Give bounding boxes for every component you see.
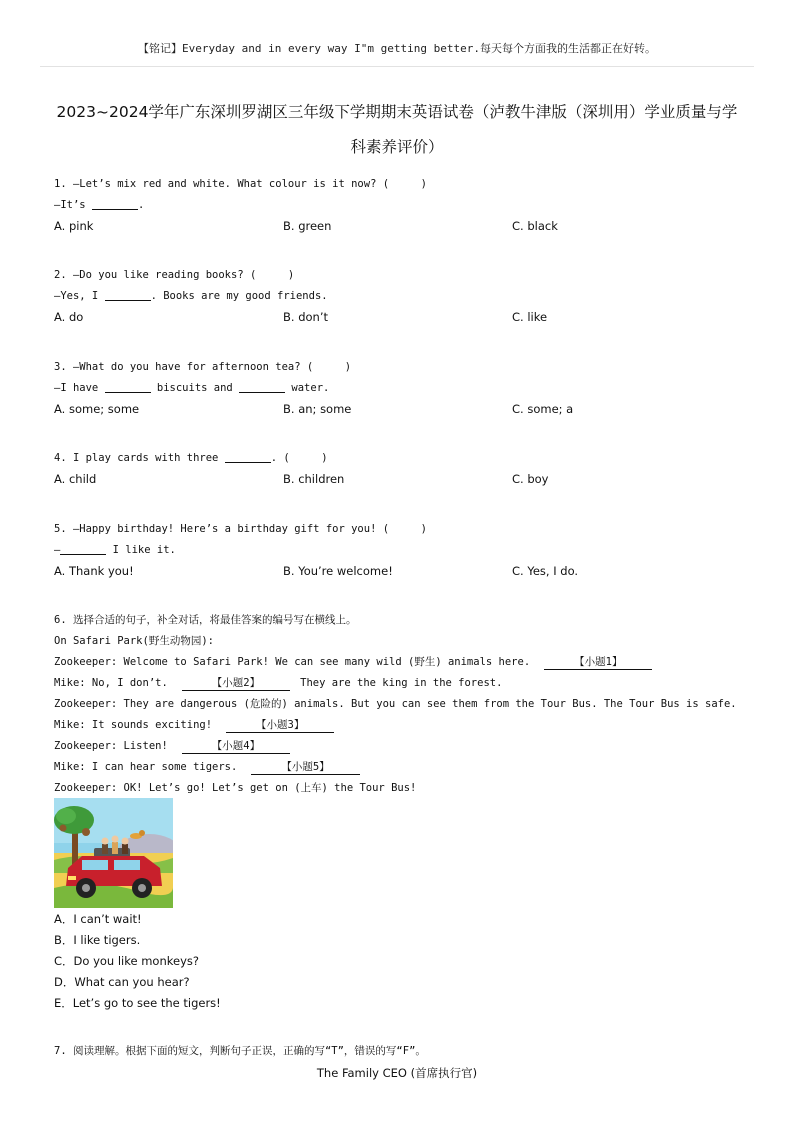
option-b[interactable]: B. You’re welcome! (283, 564, 393, 578)
exam-title-line-2: 科素养评价） (350, 138, 444, 156)
option-c[interactable]: C. like (512, 310, 548, 324)
option-a[interactable]: A. do (54, 310, 84, 324)
option-b[interactable]: B. an; some (283, 402, 352, 416)
answer-blank (60, 542, 106, 555)
exam-title (30, 95, 764, 165)
page-header-motto: 【铭记】Everyday and in every way I"m getting better.每天每个方面我的生活都正在好转。 (137, 42, 656, 55)
option-c[interactable]: C．Do you like monkeys? (54, 954, 199, 968)
sub-question-blank-2[interactable]: 【小题2】 (182, 676, 290, 691)
option-c[interactable]: C. boy (512, 472, 549, 486)
question-4-stem-prefix: 4. I play cards with three (54, 452, 225, 464)
answer-blank (225, 450, 271, 463)
question-2 (54, 265, 754, 328)
option-c[interactable]: C. some; a (512, 402, 574, 416)
question-6 (54, 610, 754, 799)
dialogue-line-5 (54, 736, 754, 757)
question-5-answer-line (54, 540, 754, 561)
question-3-stem: 3. —What do you have for afternoon tea? ( ) (54, 361, 352, 373)
question-3-answer-prefix: —I have (54, 382, 105, 394)
question-5-answer-suffix: I like it. (106, 544, 176, 556)
option-d[interactable]: D．What can you hear? (54, 975, 190, 989)
question-2-stem: 2. —Do you like reading books? ( ) (54, 269, 295, 281)
option-b[interactable]: B. green (283, 219, 332, 233)
question-6-instruction: 6. 选择合适的句子，补全对话，将最佳答案的编号写在横线上。 (54, 614, 357, 626)
option-a[interactable]: A. pink (54, 219, 94, 233)
question-3-options (54, 399, 754, 420)
question-2-answer-suffix: . Books are my good friends. (150, 290, 328, 302)
option-a[interactable]: A. Thank you! (54, 564, 134, 578)
sub-question-blank-1[interactable]: 【小题1】 (544, 655, 652, 670)
option-c[interactable]: C. black (512, 219, 558, 233)
question-2-options (54, 307, 754, 328)
question-1-stem: 1. —Let’s mix red and white. What colour is it now? ( ) (54, 178, 427, 190)
option-b[interactable]: B. children (283, 472, 345, 486)
answer-blank (105, 288, 151, 301)
option-a[interactable]: A．I can’t wait! (54, 912, 142, 926)
sub-question-blank-5[interactable]: 【小题5】 (251, 760, 359, 775)
question-4-stem-suffix: . ( ) (270, 452, 328, 464)
dialogue-text: Zookeeper: Listen! (54, 740, 168, 752)
question-3 (54, 357, 754, 420)
sub-question-blank-4[interactable]: 【小题4】 (182, 739, 290, 754)
question-6-options (54, 909, 221, 1014)
question-1-answer-line (54, 195, 754, 216)
answer-blank (239, 380, 285, 393)
option-a[interactable]: A. some; some (54, 402, 140, 416)
option-e[interactable]: E．Let’s go to see the tigers! (54, 996, 221, 1010)
question-3-answer-line (54, 378, 754, 399)
question-1-answer-suffix: . (137, 199, 145, 211)
question-5-stem: 5. —Happy birthday! Here’s a birthday gift for you! ( ) (54, 523, 427, 535)
dialogue-line-4 (54, 715, 754, 736)
question-5-answer-prefix: — (54, 544, 61, 556)
question-7-instruction: 7. 阅读理解。根据下面的短文，判断句子正误，正确的写“T”，错误的写“F”。 (54, 1045, 426, 1057)
option-c[interactable]: C. Yes, I do. (512, 564, 579, 578)
dialogue-line-3: Zookeeper: They are dangerous (危险的) animals. But you can see them from the Tour Bus. The Tour Bus is safe. (54, 698, 737, 710)
question-1-answer-prefix: —It’s (54, 199, 92, 211)
dialogue-text: Zookeeper: Welcome to Safari Park! We can see many wild (野生) animals here. (54, 656, 531, 668)
dialogue-line-1 (54, 652, 754, 673)
question-3-answer-middle: biscuits and (150, 382, 240, 394)
option-b[interactable]: B. don’t (283, 310, 328, 324)
question-1 (54, 174, 754, 237)
question-2-answer-prefix: —Yes, I (54, 290, 105, 302)
dialogue-line-7: Zookeeper: OK! Let’s go! Let’s get on (上车) the Tour Bus! (54, 782, 417, 794)
question-4 (54, 448, 754, 490)
question-2-answer-line (54, 286, 754, 307)
dialogue-line-6 (54, 757, 754, 778)
option-a[interactable]: A. child (54, 472, 97, 486)
question-5-options (54, 561, 754, 582)
question-4-stem (54, 448, 754, 469)
sub-question-blank-3[interactable]: 【小题3】 (226, 718, 334, 733)
question-4-options (54, 469, 754, 490)
question-1-options (54, 216, 754, 237)
dialogue-text: Mike: No, I don’t. (54, 677, 168, 689)
passage-title: The Family CEO (首席执行官) (316, 1066, 478, 1080)
question-5 (54, 519, 754, 582)
question-3-answer-suffix: water. (285, 382, 330, 394)
dialogue-text: Mike: It sounds exciting! (54, 719, 213, 731)
header-divider (40, 66, 754, 67)
option-b[interactable]: B．I like tigers. (54, 933, 141, 947)
dialogue-line-2 (54, 673, 754, 694)
answer-blank (105, 380, 151, 393)
answer-blank (92, 197, 138, 210)
safari-park-illustration (54, 798, 173, 908)
dialogue-text: Mike: I can hear some tigers. (54, 761, 238, 773)
exam-title-line-1: 2023~2024学年广东深圳罗湖区三年级下学期期末英语试卷（泸教牛津版（深圳用）学业质量与学 (56, 103, 738, 121)
question-6-scene: On Safari Park(野生动物园): (54, 635, 214, 647)
dialogue-text: They are the king in the forest. (300, 677, 503, 689)
